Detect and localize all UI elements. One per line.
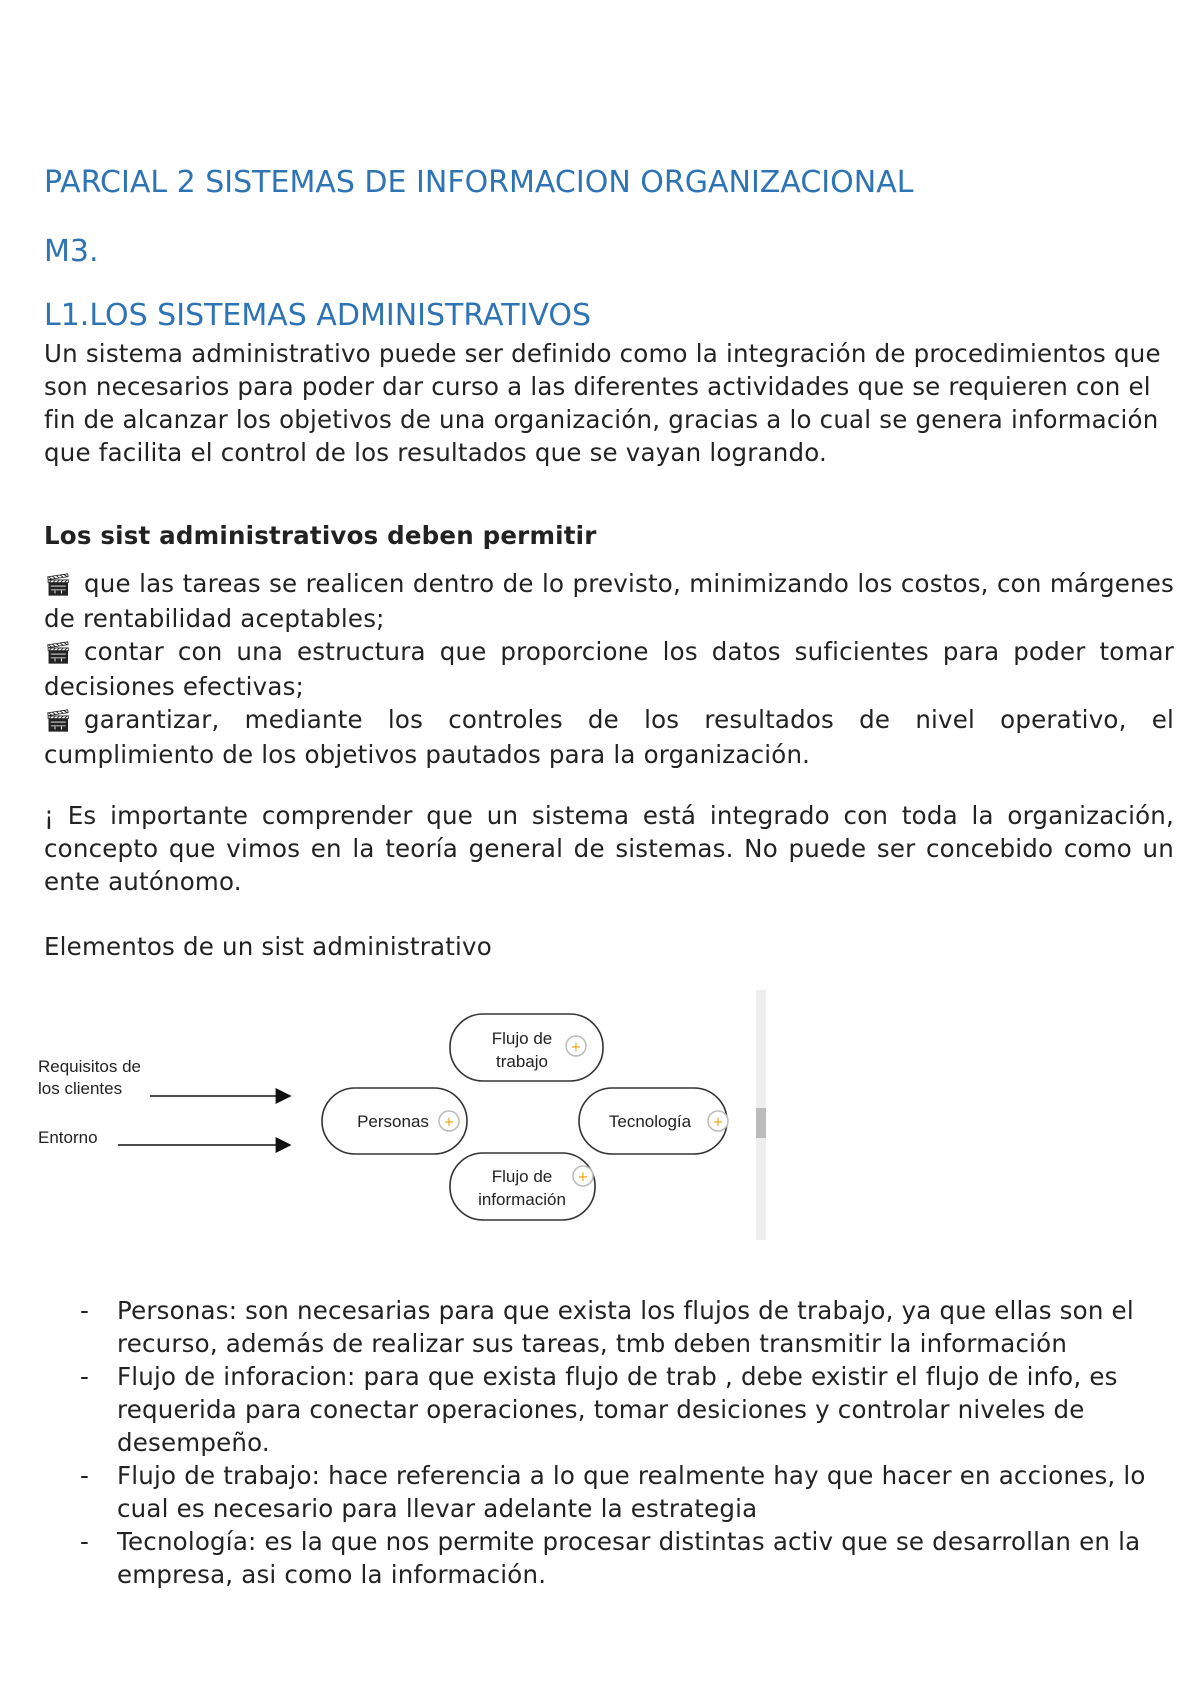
dash-marker: - [80, 1461, 90, 1490]
elements-label: Elementos de un sist administrativo [44, 932, 492, 961]
list-item-text: Flujo de trabajo: hace referencia a lo que realmente hay que hacer en acciones, lo cual es necesario para llevar adelante la estrategia [117, 1461, 1146, 1523]
node-tecnologia[interactable] [579, 1088, 728, 1154]
bullet-text: que las tareas se realicen dentro de lo previsto, minimizando los costos, con márgenes de rentabilidad aceptables; [44, 569, 1174, 633]
node-flujo-informacion-line1: Flujo de [491, 1167, 553, 1186]
expand-icon-symbol: + [443, 1115, 455, 1130]
document-title: PARCIAL 2 SISTEMAS DE INFORMACION ORGANIZACIONAL [44, 165, 914, 200]
expand-icon-symbol: + [570, 1040, 582, 1055]
list-item-text: Flujo de inforacion: para que exista flujo de trab , debe existir el flujo de info, es requerida para conectar operaciones, tomar desiciones y controlar niveles de desempeño. [117, 1362, 1118, 1457]
input-label-entorno: Entorno [38, 1128, 98, 1147]
list-item-text: Tecnología: es la que nos permite procesar distintas activ que se desarrollan en la empresa, asi como la información. [117, 1527, 1141, 1589]
clapperboard-icon: 🎬︎ [44, 573, 73, 598]
intro-paragraph: Un sistema administrativo puede ser definido como la integración de procedimientos que son necesarios para poder dar curso a las diferentes actividades que se requieren con el fin de alcanzar los objetivos de una organización, gracias a lo cual se genera información que facilita el control de los resultados que se vayan logrando. [44, 339, 1161, 467]
bullet-text: contar con una estructura que proporcione los datos suficientes para poder tomar decisiones efectivas; [44, 637, 1174, 701]
dash-marker: - [80, 1527, 90, 1556]
note-paragraph: ¡ Es importante comprender que un sistema está integrado con toda la organización, concepto que vimos en la teoría general de sistemas. No puede ser concebido como un ente autónomo. [44, 801, 1174, 896]
lesson-heading: L1.LOS SISTEMAS ADMINISTRATIVOS [44, 298, 592, 333]
bullet-text: garantizar, mediante los controles de los resultados de nivel operativo, el cumplimiento de los objetivos pautados para la organización. [44, 705, 1174, 769]
elements-diagram [38, 990, 788, 1250]
input-label-requisitos: Requisitos de [38, 1057, 142, 1076]
clapperboard-icon: 🎬︎ [44, 641, 73, 666]
node-tecnologia-label: Tecnología [608, 1112, 692, 1131]
diagram-scrollbar-thumb[interactable] [756, 1108, 766, 1138]
node-personas-label: Personas [357, 1112, 429, 1131]
clapperboard-icon: 🎬︎ [44, 709, 73, 734]
node-flujo-trabajo-line1: Flujo de [491, 1029, 553, 1048]
dash-marker: - [80, 1362, 90, 1391]
node-personas[interactable] [322, 1088, 467, 1154]
expand-icon-symbol: + [712, 1115, 724, 1130]
dash-marker: - [80, 1296, 90, 1325]
expand-icon-symbol: + [577, 1170, 589, 1185]
list-item [80, 1525, 1180, 1591]
bullet-item [44, 635, 1174, 703]
input-label-clientes: los clientes [38, 1079, 123, 1098]
node-flujo-informacion[interactable] [450, 1153, 595, 1220]
node-flujo-informacion-line2: información [478, 1190, 566, 1209]
bold-subheading: Los sist administrativos deben permitir [44, 521, 597, 550]
bullet-item [44, 703, 1174, 771]
bullet-item [44, 567, 1174, 635]
bullet-list [44, 567, 1174, 771]
elements-list [80, 1294, 1180, 1591]
list-item [80, 1459, 1180, 1525]
node-flujo-trabajo[interactable] [450, 1014, 603, 1081]
list-item [80, 1360, 1180, 1459]
module-heading: M3. [44, 234, 99, 269]
list-item-text: Personas: son necesarias para que exista los flujos de trabajo, ya que ellas son el recurso, además de realizar sus tareas, tmb deben transmitir la información [117, 1296, 1134, 1358]
list-item [80, 1294, 1180, 1360]
node-flujo-trabajo-line2: trabajo [496, 1052, 548, 1071]
